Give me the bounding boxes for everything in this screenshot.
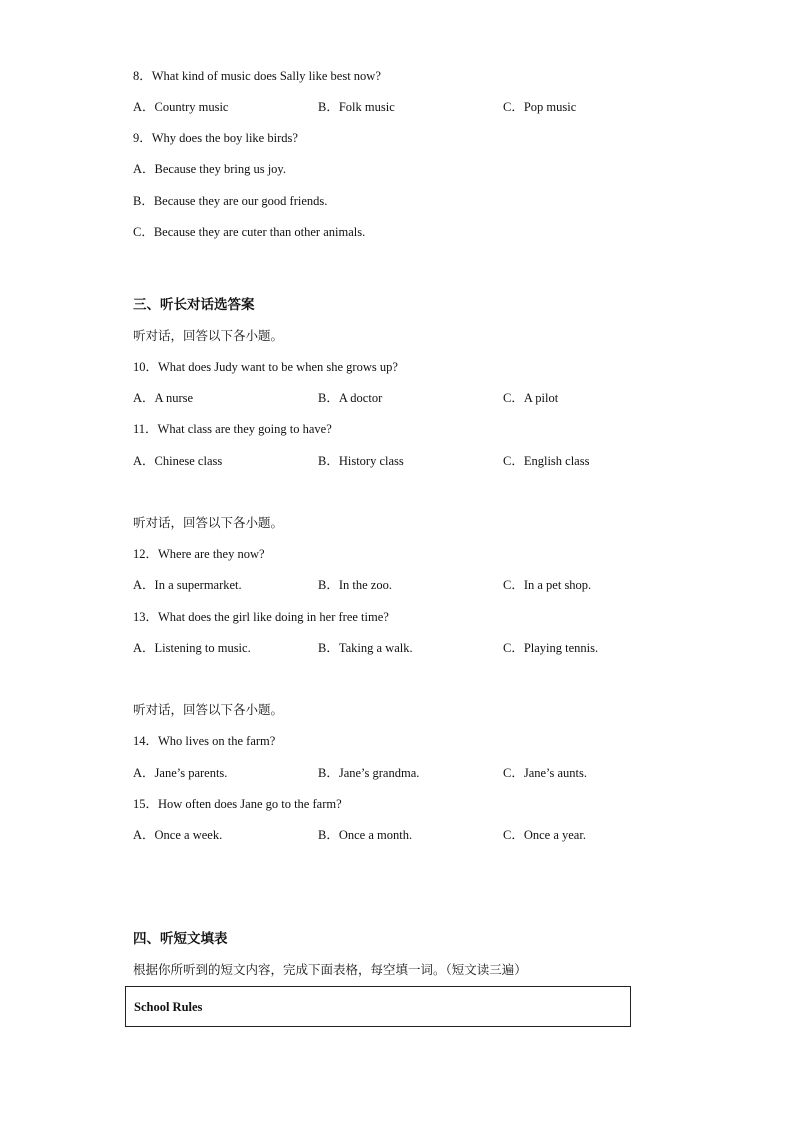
question-11-stem: 11．What class are they going to have? xyxy=(133,422,332,436)
question-9-option-b: B．Because they are our good friends. xyxy=(133,194,328,208)
question-13-option-c: C．Playing tennis. xyxy=(503,641,599,655)
question-13-option-a: A．Listening to music. xyxy=(133,641,251,655)
section-4-title: 四、听短文填表 xyxy=(133,931,228,947)
question-15-option-b: B．Once a month. xyxy=(318,828,413,842)
section-3-title: 三、听长对话选答案 xyxy=(133,297,255,313)
question-12-option-a: A．In a supermarket. xyxy=(133,578,242,592)
question-12-option-c: C．In a pet shop. xyxy=(503,578,592,592)
question-8-option-b: B．Folk music xyxy=(318,100,395,114)
question-15-option-c: C．Once a year. xyxy=(503,828,586,842)
question-12-stem: 12．Where are they now? xyxy=(133,547,265,561)
question-14-option-a: A．Jane’s parents. xyxy=(133,766,228,780)
question-11-option-a: A．Chinese class xyxy=(133,454,223,468)
question-10-option-b: B．A doctor xyxy=(318,391,383,405)
question-10-stem: 10．What does Judy want to be when she grows up? xyxy=(133,360,398,374)
section-3-instruction-2: 听对话，回答以下各小题。 xyxy=(133,515,284,530)
question-11-option-c: C．English class xyxy=(503,454,590,468)
question-15-stem: 15．How often does Jane go to the farm? xyxy=(133,797,342,811)
question-10-option-a: A．A nurse xyxy=(133,391,194,405)
section-3-instruction-3: 听对话，回答以下各小题。 xyxy=(133,702,284,717)
question-14-option-c: C．Jane’s aunts. xyxy=(503,766,588,780)
question-9-option-c: C．Because they are cuter than other animals. xyxy=(133,225,366,239)
question-14-stem: 14．Who lives on the farm? xyxy=(133,734,276,748)
question-15-option-a: A．Once a week. xyxy=(133,828,223,842)
question-13-option-b: B．Taking a walk. xyxy=(318,641,413,655)
question-8-stem: 8．What kind of music does Sally like best now? xyxy=(133,69,381,83)
question-10-option-c: C．A pilot xyxy=(503,391,559,405)
section-3-instruction-1: 听对话，回答以下各小题。 xyxy=(133,328,284,343)
question-9-stem: 9．Why does the boy like birds? xyxy=(133,131,298,145)
question-12-option-b: B．In the zoo. xyxy=(318,578,392,592)
question-11-option-b: B．History class xyxy=(318,454,404,468)
question-14-option-b: B．Jane’s grandma. xyxy=(318,766,420,780)
question-9-option-a: A．Because they bring us joy. xyxy=(133,162,286,176)
school-rules-table xyxy=(125,986,631,1027)
question-8-option-c: C．Pop music xyxy=(503,100,577,114)
section-4-instruction: 根据你所听到的短文内容，完成下面表格，每空填一词。（短文读三遍） xyxy=(133,962,527,977)
question-8-option-a: A．Country music xyxy=(133,100,229,114)
table-header-cell: School Rules xyxy=(134,1000,203,1014)
question-13-stem: 13．What does the girl like doing in her free time? xyxy=(133,610,389,624)
